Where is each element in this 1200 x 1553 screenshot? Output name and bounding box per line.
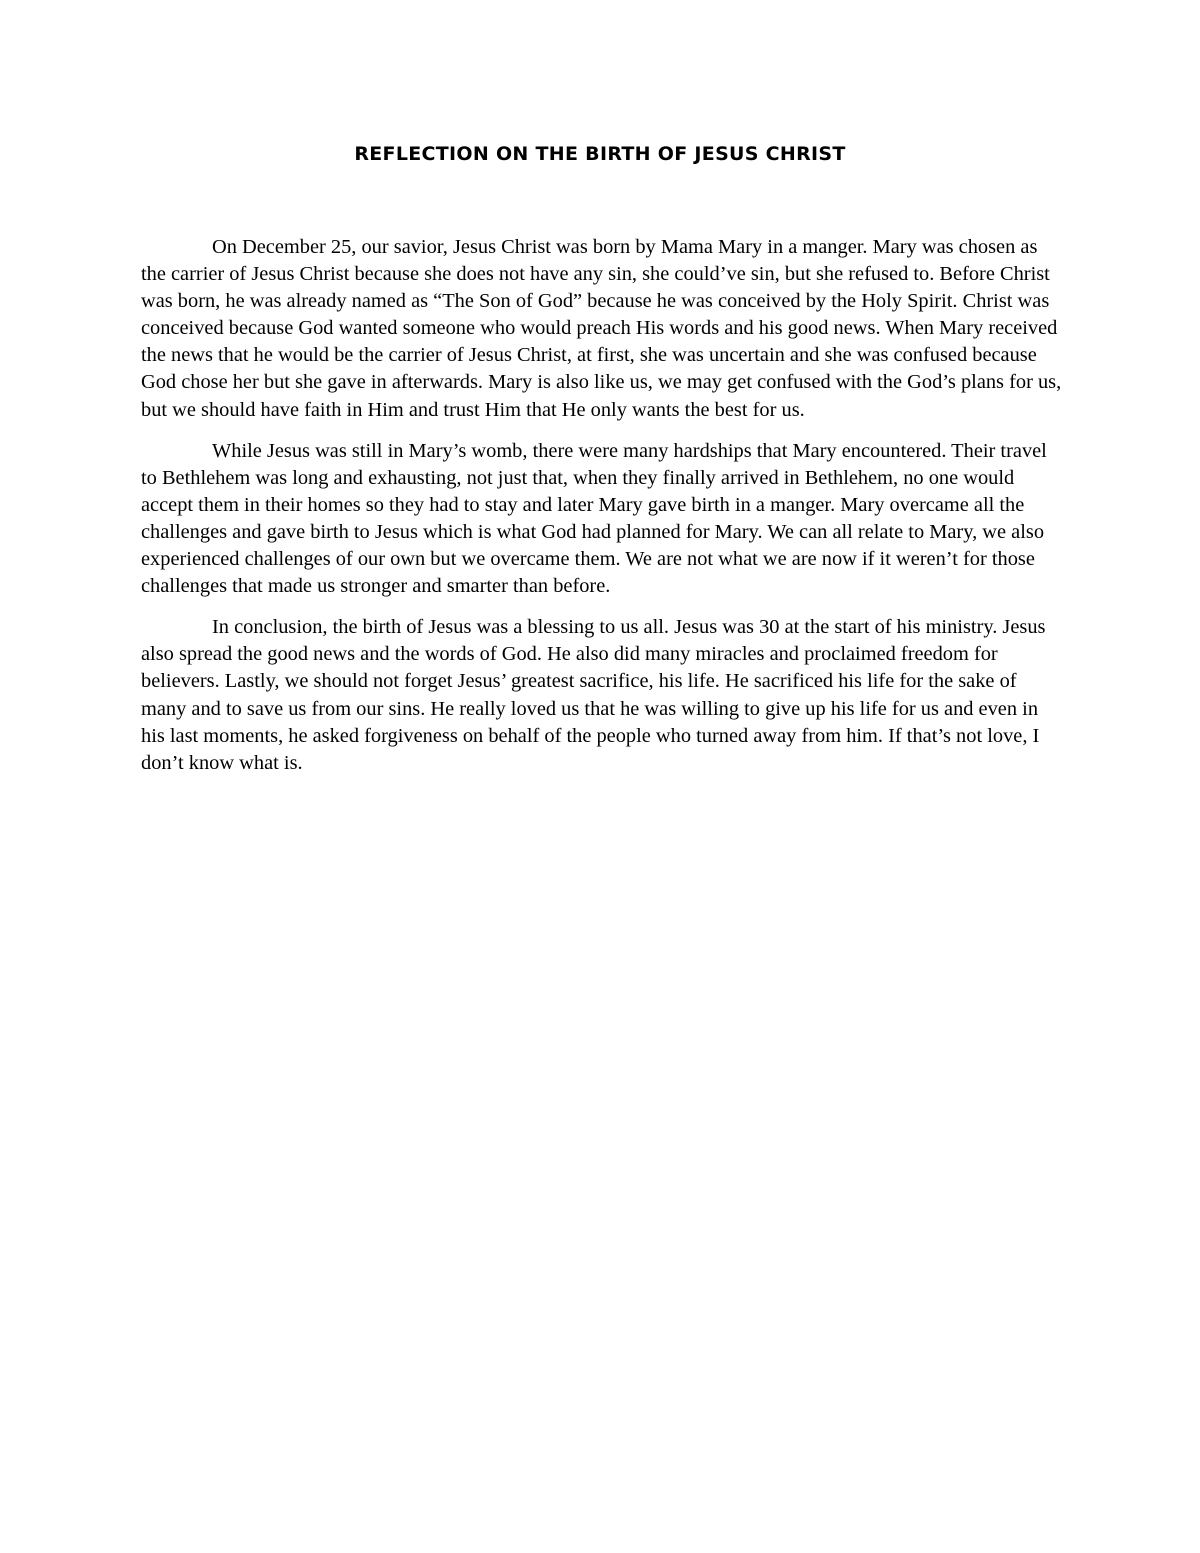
- paragraph-1: On December 25, our savior, Jesus Christ was born by Mama Mary in a manger. Mary was chosen as the carrier of Jesus Christ because she does not have any sin, she could’ve sin, but she refused to. Before Christ was born, he was already named as “The Son of God” because he was conceived by the Holy Spirit. Christ was conceived because God wanted someone who would preach His words and his good news. When Mary received the news that he would be the carrier of Jesus Christ, at first, she was uncertain and she was confused because God chose her but she gave in afterwards. Mary is also like us, we may get confused with the God’s plans for us, but we should have faith in Him and trust Him that He only wants the best for us.: [141, 236, 1062, 421]
- document-body: [141, 234, 1066, 791]
- paragraph-3: In conclusion, the birth of Jesus was a blessing to us all. Jesus was 30 at the start of his ministry. Jesus also spread the good news and the words of God. He also did many miracles and proclaimed freedom for believers. Lastly, we should not forget Jesus’ greatest sacrifice, his life. He sacrificed his life for the sake of many and to save us from our sins. He really loved us that he was willing to give up his life for us and even in his last moments, he asked forgiveness on behalf of the people who turned away from him. If that’s not love, I don’t know what is.: [141, 616, 1046, 774]
- paragraph-2: While Jesus was still in Mary’s womb, there were many hardships that Mary encountered. Their travel to Bethlehem was long and exhausting, not just that, when they finally arrived in Bethlehem, no one would accept them in their homes so they had to stay and later Mary gave birth in a manger. Mary overcame all the challenges and gave birth to Jesus which is what God had planned for Mary. We can all relate to Mary, we also experienced challenges of our own but we overcame them. We are not what we are now if it weren’t for those challenges that made us stronger and smarter than before.: [141, 439, 1047, 598]
- document-title: REFLECTION ON THE BIRTH OF JESUS CHRIST: [354, 143, 846, 165]
